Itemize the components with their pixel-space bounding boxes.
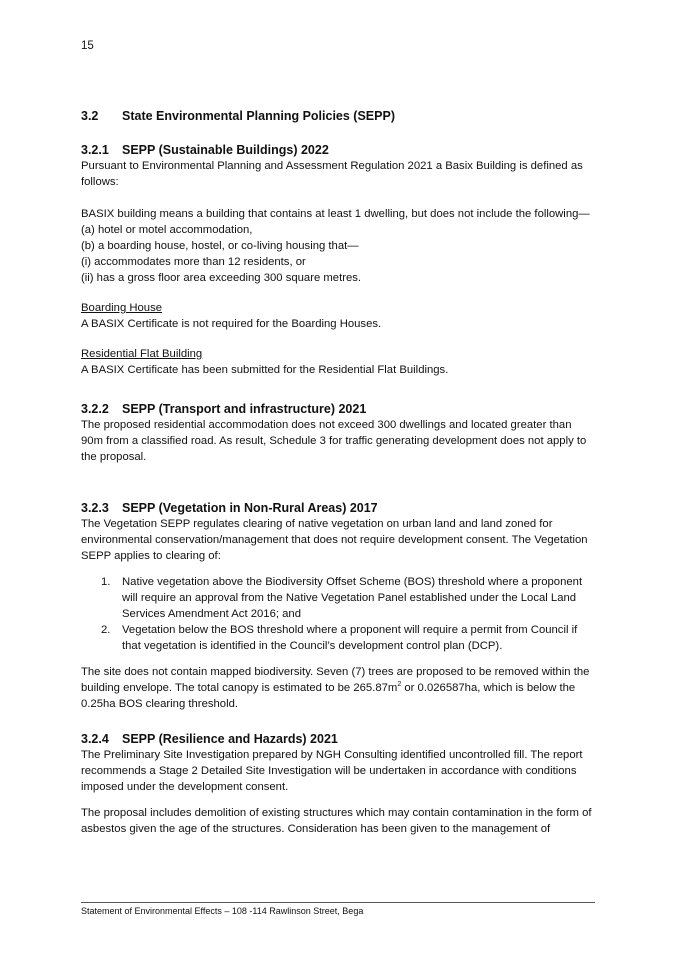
definition-item: (b) a boarding house, hostel, or co-living housing that— [81,240,359,252]
section-title: State Environmental Planning Policies (SEPP) [122,109,395,123]
site-text-a: The site does not contain mapped biodiversity. Seven (7) trees are proposed to be removed within the building envelope. The total canopy is estimated to be 265.87m [81,666,590,694]
section-number: 3.2.4 [81,732,109,746]
paragraph-resilience-1: The Preliminary Site Investigation prepared by NGH Consulting identified uncontrolled fill. The report recommends a Stage 2 Detailed Site Investigation will be undertaken in accordance with conditions imposed under the development consent. [81,749,583,793]
footer-divider [81,902,595,903]
list-item-text: Native vegetation above the Biodiversity Offset Scheme (BOS) threshold where a proponent will require an approval from the Native Vegetation Panel established under the Local Land Services Amendment Act 2016; and [122,576,583,620]
subheading-boarding-house: Boarding House [81,302,163,314]
section-number: 3.2.3 [81,501,109,515]
list-marker: 2. [101,624,111,636]
definition-item: (i) accommodates more than 12 residents, or [81,256,306,268]
section-heading-3-2-3 [81,500,596,516]
section-heading-3-2 [81,108,596,124]
superscript: 2 [397,681,402,689]
section-title: SEPP (Sustainable Buildings) 2022 [122,143,329,157]
section-title: SEPP (Transport and infrastructure) 2021 [122,402,367,416]
section-heading-3-2-4 [81,731,596,747]
section-heading-3-2-2 [81,401,596,417]
section-title: SEPP (Vegetation in Non-Rural Areas) 2017 [122,501,378,515]
section-title: SEPP (Resilience and Hazards) 2021 [122,732,338,746]
page-footer: Statement of Environmental Effects – 108 -114 Rawlinson Street, Bega [81,906,364,916]
paragraph-vegetation-intro: The Vegetation SEPP regulates clearing of native vegetation on urban land and land zoned for environmental conservation/management that does not require development consent. The Vegetation SEPP applies to clearing of: [81,518,588,562]
section-number: 3.2.2 [81,402,109,416]
definition-item: (ii) has a gross floor area exceeding 300 square metres. [81,272,362,284]
site-text-b: or 0.026587ha, which is below the 0.25ha BOS clearing threshold. [81,682,576,710]
page-content [81,108,596,837]
paragraph-site-biodiversity [81,664,596,712]
paragraph-resilience-2: The proposal includes demolition of existing structures which may contain contamination in the form of asbestos given the age of the structures. Consideration has been given to the management of [81,807,592,835]
section-heading-3-2-1 [81,142,596,158]
paragraph-residential-flat-building: A BASIX Certificate has been submitted for the Residential Flat Buildings. [81,364,449,376]
vegetation-list [81,574,596,654]
paragraph-basix-intro: Pursuant to Environmental Planning and Assessment Regulation 2021 a Basix Building is defined as follows: [81,160,583,188]
section-number: 3.2.1 [81,143,109,157]
list-marker: 1. [101,576,111,588]
paragraph-basix-definition: BASIX building means a building that contains at least 1 dwelling, but does not include the following— [81,208,590,220]
list-item [81,574,596,622]
list-item [81,622,596,654]
subheading-residential-flat-building: Residential Flat Building [81,348,203,360]
definition-item: (a) hotel or motel accommodation, [81,224,253,236]
list-item-text: Vegetation below the BOS threshold where a proponent will require a permit from Council if that vegetation is identified in the Council’s development control plan (DCP). [122,624,578,652]
section-number: 3.2 [81,109,99,123]
paragraph-transport: The proposed residential accommodation does not exceed 300 dwellings and located greater than 90m from a classified road. As result, Schedule 3 for traffic generating development does not apply to the proposal. [81,419,587,463]
paragraph-boarding-house: A BASIX Certificate is not required for the Boarding Houses. [81,318,382,330]
page-number: 15 [81,40,94,52]
